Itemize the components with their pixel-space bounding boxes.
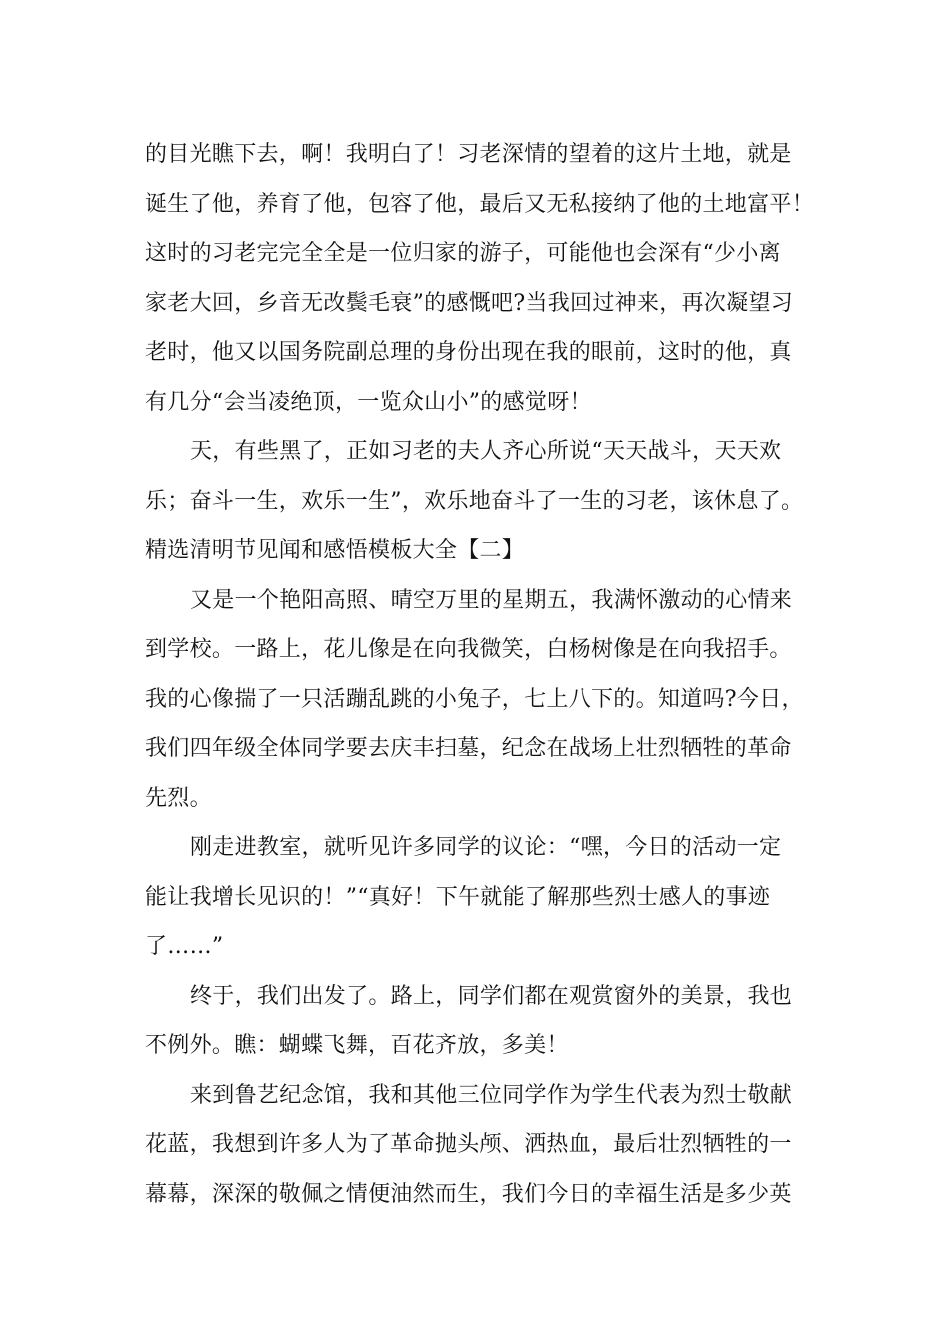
- text-line: 我的心像揣了一只活蹦乱跳的小兔子，七上八下的。知道吗?今日，: [145, 686, 804, 712]
- text-line: 我们四年级全体同学要去庆丰扫墓，纪念在战场上壮烈牺牲的革命: [145, 736, 792, 761]
- section-heading: 精选清明节见闻和感悟模板大全【二】: [145, 538, 525, 563]
- text-line: 又是一个艳阳高照、晴空万里的星期五，我满怀激动的心情来: [190, 587, 793, 613]
- text-line: 的目光瞧下去，啊！我明白了！习老深情的望着的这片土地，就是: [145, 142, 792, 167]
- text-line: 刚走进教室，就听见许多同学的议论：“嘿，今日的活动一定: [190, 835, 782, 860]
- text-line: 不例外。瞧：蝴蝶飞舞，百花齐放，多美！: [145, 1033, 569, 1058]
- text-line: 能让我增长见识的！”“真好！下午就能了解那些烈士感人的事迹: [145, 884, 771, 910]
- text-line: 老时，他又以国务院副总理的身份出现在我的眼前，这时的他，真: [145, 340, 792, 365]
- text-line: 先烈。: [145, 785, 212, 811]
- text-line: 到学校。一路上，花儿像是在向我微笑，白杨树像是在向我招手。: [145, 637, 792, 662]
- text-line: 了……”: [145, 934, 224, 959]
- document-body: [145, 130, 813, 1219]
- text-line: 有几分“会当凌绝顶，一览众山小”的感觉呀！: [145, 389, 592, 415]
- text-line: 乐；奋斗一生，欢乐一生”，欢乐地奋斗了一生的习老，该休息了。: [145, 488, 804, 514]
- text-line: 幕幕，深深的敬佩之情便油然而生，我们今日的幸福生活是多少英: [145, 1181, 792, 1207]
- text-line: 诞生了他，养育了他，包容了他，最后又无私接纳了他的土地富平！: [145, 191, 815, 217]
- text-line: 家老大回，乡音无改鬓毛衰”的感慨吧?当我回过神来，再次凝望习: [145, 290, 794, 316]
- text-line: 来到鲁艺纪念馆，我和其他三位同学作为学生代表为烈士敬献: [190, 1082, 793, 1108]
- text-line: 终于，我们出发了。路上，同学们都在观赏窗外的美景，我也: [190, 983, 793, 1009]
- text-line: 这时的习老完完全全是一位归家的游子，可能他也会深有“少小离: [145, 241, 781, 266]
- text-line: 花蓝，我想到许多人为了革命抛头颅、洒热血，最后壮烈牺牲的一: [145, 1132, 792, 1157]
- text-line: 天，有些黑了，正如习老的夫人齐心所说“天天战斗，天天欢: [190, 439, 782, 464]
